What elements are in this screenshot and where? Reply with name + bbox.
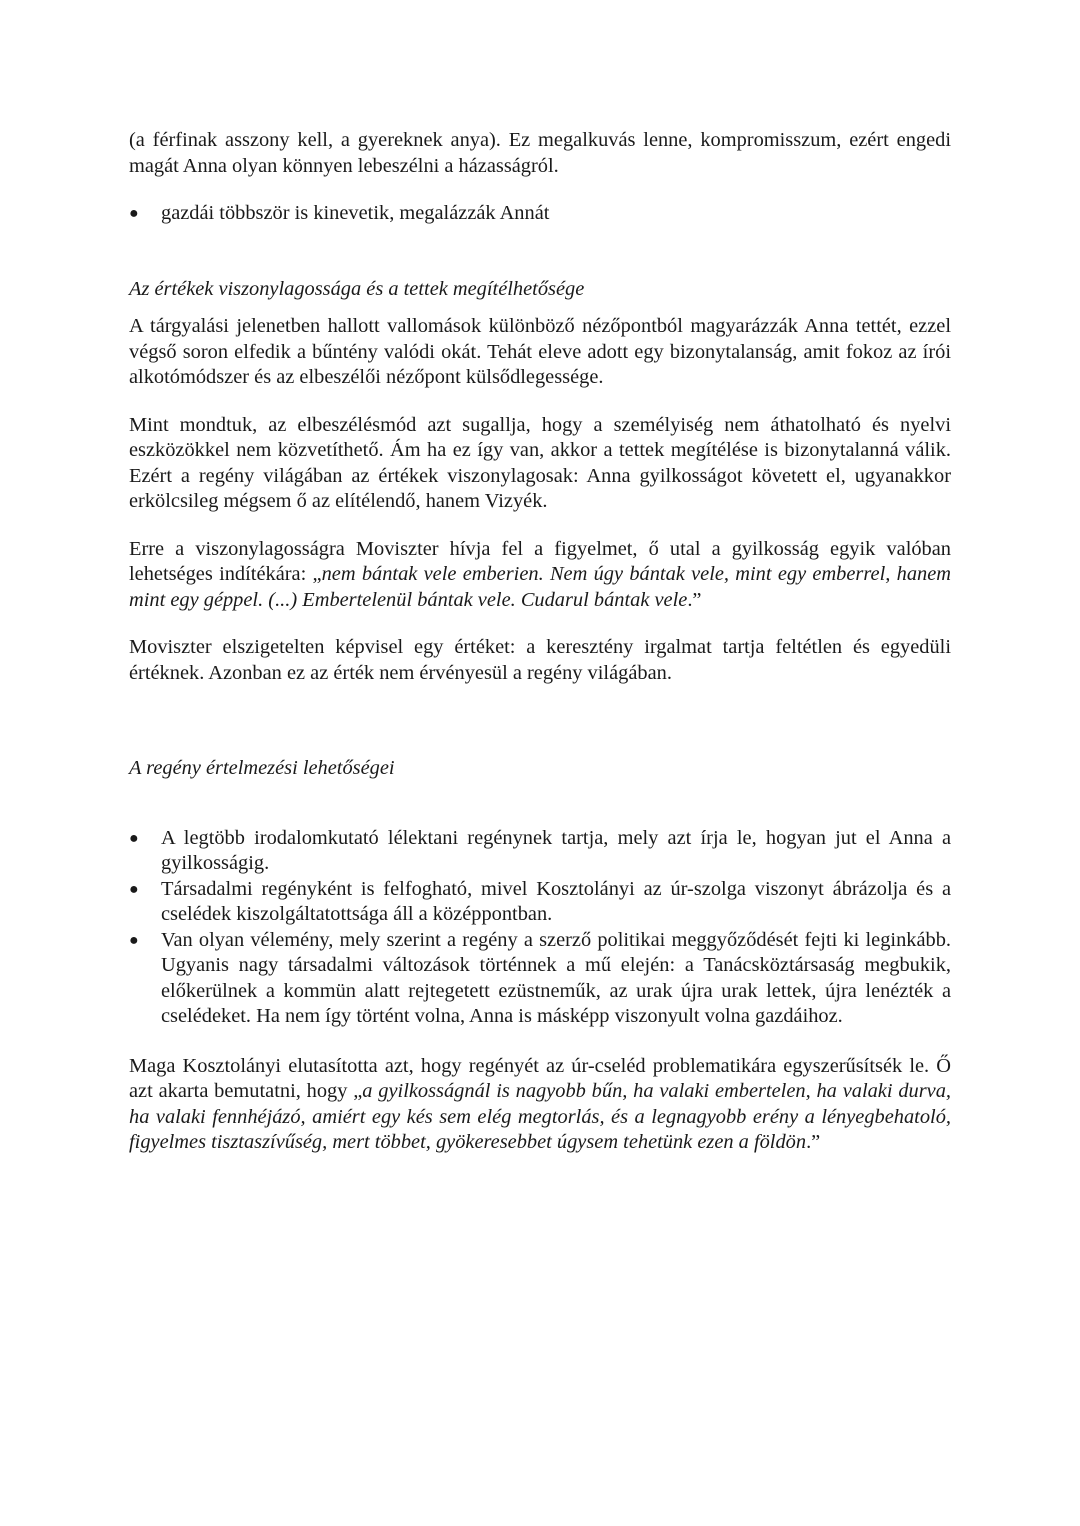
quote-text: a gyilkosságnál is nagyobb bűn, ha valaki embertelen, ha valaki durva, ha valaki fennhéjázó, amiért egy kés sem elég megtorlás, és a legnagyobb erény a lényegbehatoló, figyelmes tisztaszívűség, mert többet, gyökeresebbet úgysem tehetünk ezen a földön [129, 1080, 951, 1153]
section-heading-values: Az értékek viszonylagossága és a tettek megítélhetősége [129, 277, 585, 300]
interpretation-bullet-list [129, 826, 951, 1030]
quote-text: nem bántak vele emberien. Nem úgy bántak vele, mint egy emberrel, hanem mint egy géppel. (...) Embertelenül bántak vele. Cudarul bántak vele [129, 563, 951, 611]
list-item-text: Van olyan vélemény, mely szerint a regény a szerző politikai meggyőződését fejti ki leginkább. Ugyanis nagy társadalmi változások történnek a mű elején: a Tanácsköztársaság megbukik, előkerülnek a kommün alatt rejtegetett ezüstneműk, az urak újra urak lettek, újra lenézték a cselédeket. Ha nem így történt volna, Anna is másképp viszonyult volna gazdáihoz. [161, 928, 951, 1027]
list-item [129, 826, 951, 877]
paragraph-kosztolanyi-quote [129, 1054, 951, 1156]
list-item [129, 928, 951, 1030]
paragraph-values-4: Moviszter elszigetelten képvisel egy értéket: a keresztény irgalmat tartja feltétlen és egyedüli értéknek. Azonban ez az érték nem érvényesül a regény világában. [129, 636, 951, 684]
top-bullet-list [129, 201, 951, 227]
bullet-icon: ● [129, 931, 139, 949]
paragraph-values-1: A tárgyalási jelenetben hallott vallomások különböző nézőpontból magyarázzák Anna tettét, ezzel végső soron elfedik a bűntény valódi okát. Tehát eleve adott egy bizonytalanság, amit fokoz az írói alkotómódszer és az elbeszélői nézőpont külsődlegessége. [129, 315, 951, 388]
intro-paragraph: (a férfinak asszony kell, a gyereknek anya). Ez megalkuvás lenne, kompromisszum, ezért engedi magát Anna olyan könnyen lebeszélni a házasságról. [129, 129, 951, 177]
list-item-text: gazdái többször is kinevetik, megalázzák Annát [161, 202, 550, 224]
quote-tail-text: .” [687, 588, 702, 611]
list-item-text: A legtöbb irodalomkutató lélektani regénynek tartja, mely azt írja le, hogyan jut el Anna a gyilkosságig. [161, 826, 951, 874]
bullet-icon: ● [129, 829, 139, 847]
paragraph-moviszter-quote [129, 537, 951, 614]
list-item [129, 877, 951, 928]
document-page [129, 128, 951, 1156]
quote-lead-text: Erre a viszonylagosságra Moviszter hívja fel a figyelmet, ő utal a gyilkosság egyik valóban lehetséges indítékára: „ [129, 537, 951, 585]
paragraph-values-2: Mint mondtuk, az elbeszélésmód azt sugallja, hogy a személyiség nem áthatolható és nyelvi eszközökkel nem közvetíthető. Ám ha ez így van, akkor a tettek megítélése is bizonytalanná válik. Ezért a regény világában az értékek viszonylagosak: Anna gyilkosságot követett el, ugyanakkor erkölcsileg mégsem ő az elítélendő, hanem Vizyék. [129, 413, 951, 512]
bullet-icon: ● [129, 205, 139, 222]
quote-tail-text: .” [806, 1131, 821, 1153]
quote-lead-text: Maga Kosztolányi elutasította azt, hogy regényét az úr-cseléd problematikára egyszerűsítsék le. Ő azt akarta bemutatni, hogy „ [129, 1054, 951, 1102]
list-item [129, 201, 951, 227]
section-heading-interpretations: A regény értelmezési lehetőségei [129, 757, 395, 779]
list-item-text: Társadalmi regényként is felfogható, mivel Kosztolányi az úr-szolga viszonyt ábrázolja és a cselédek kiszolgáltatottsága áll a középpontban. [161, 877, 951, 925]
bullet-icon: ● [129, 880, 139, 898]
